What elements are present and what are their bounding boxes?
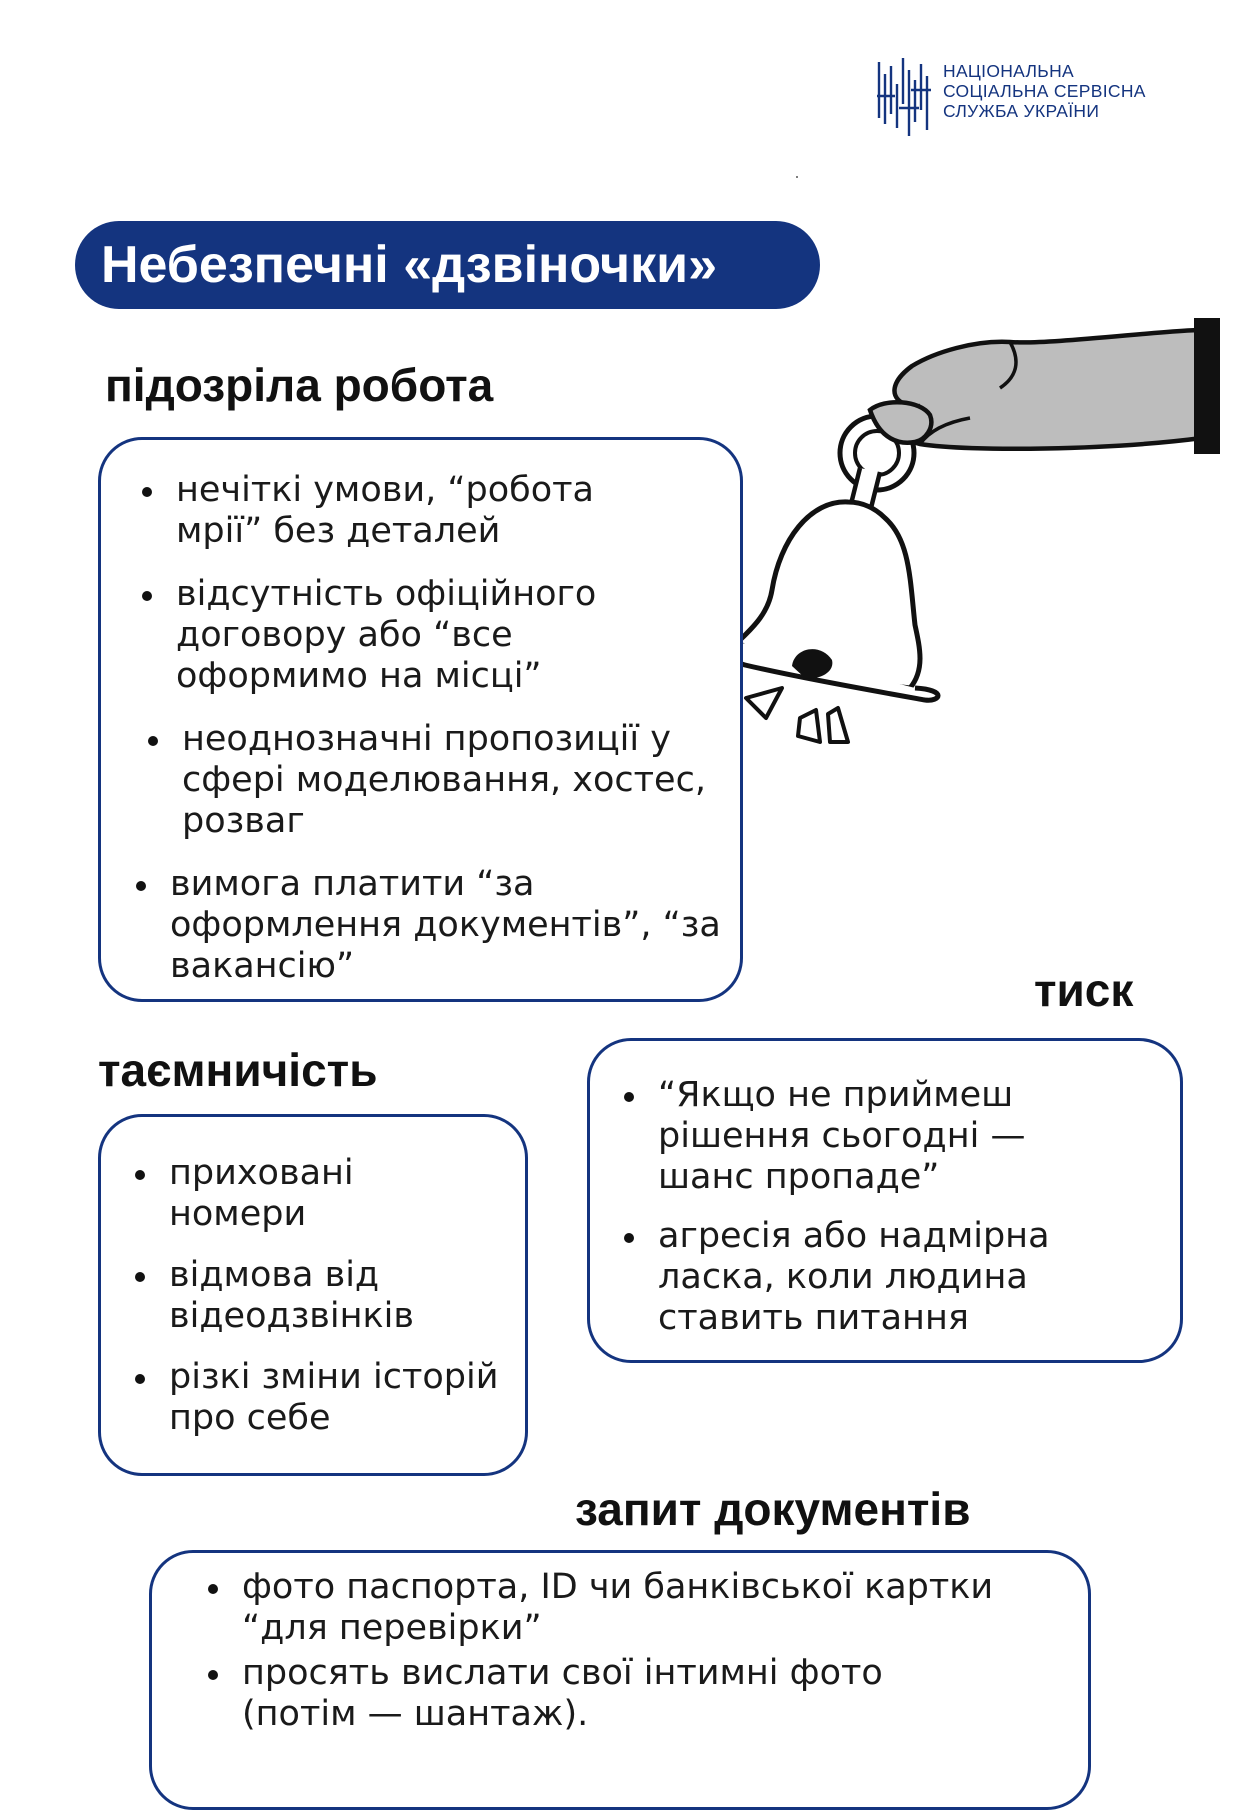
list-item: різкі зміни історій про себе	[169, 1357, 509, 1439]
list-item: просять вислати свої інтимні фото (потім — шантаж).	[242, 1653, 1002, 1735]
secrecy-box	[98, 1114, 528, 1476]
list-item: фото паспорта, ID чи банківської картки “для перевірки”	[242, 1567, 1032, 1649]
heading-secrecy: таємничість	[98, 1044, 378, 1096]
organization-name	[943, 61, 1146, 121]
heading-pressure: тиск	[1034, 964, 1134, 1016]
list-item: “Якщо не приймеш рішення сьогодні — шанс пропаде”	[658, 1075, 1098, 1198]
list-item: приховані номери	[169, 1153, 419, 1235]
list-item: вимога платити “за оформлення документів”, “за вакансію”	[170, 864, 730, 987]
list-item: відмова від відеодзвінків	[169, 1255, 469, 1337]
organization-logo	[875, 44, 1175, 140]
list-item: неоднозначні пропозиції у сфері моделювання, хостес, розваг	[182, 719, 722, 842]
heading-documents-request: запит документів	[575, 1483, 971, 1535]
organization-name-line-2: СОЦІАЛЬНА СЕРВІСНА	[943, 81, 1146, 101]
nssu-logo-icon	[875, 44, 935, 140]
documents-request-box	[149, 1550, 1091, 1810]
hand-ringing-bell-icon	[720, 290, 1240, 760]
organization-name-line-3: СЛУЖБА УКРАЇНИ	[943, 101, 1100, 121]
list-item: нечіткі умови, “робота мрії” без деталей	[176, 470, 656, 552]
suspicious-job-box	[98, 437, 743, 1002]
list-item: відсутність офіційного договору або “все оформимо на місці”	[176, 574, 646, 697]
pressure-box	[587, 1038, 1183, 1363]
organization-name-line-1: НАЦІОНАЛЬНА	[943, 61, 1075, 81]
speck	[796, 176, 798, 178]
heading-suspicious-job: підозріла робота	[105, 359, 494, 411]
page-title: Небезпечні «дзвіночки»	[75, 221, 820, 309]
list-item: агресія або надмірна ласка, коли людина ставить питання	[658, 1216, 1138, 1339]
